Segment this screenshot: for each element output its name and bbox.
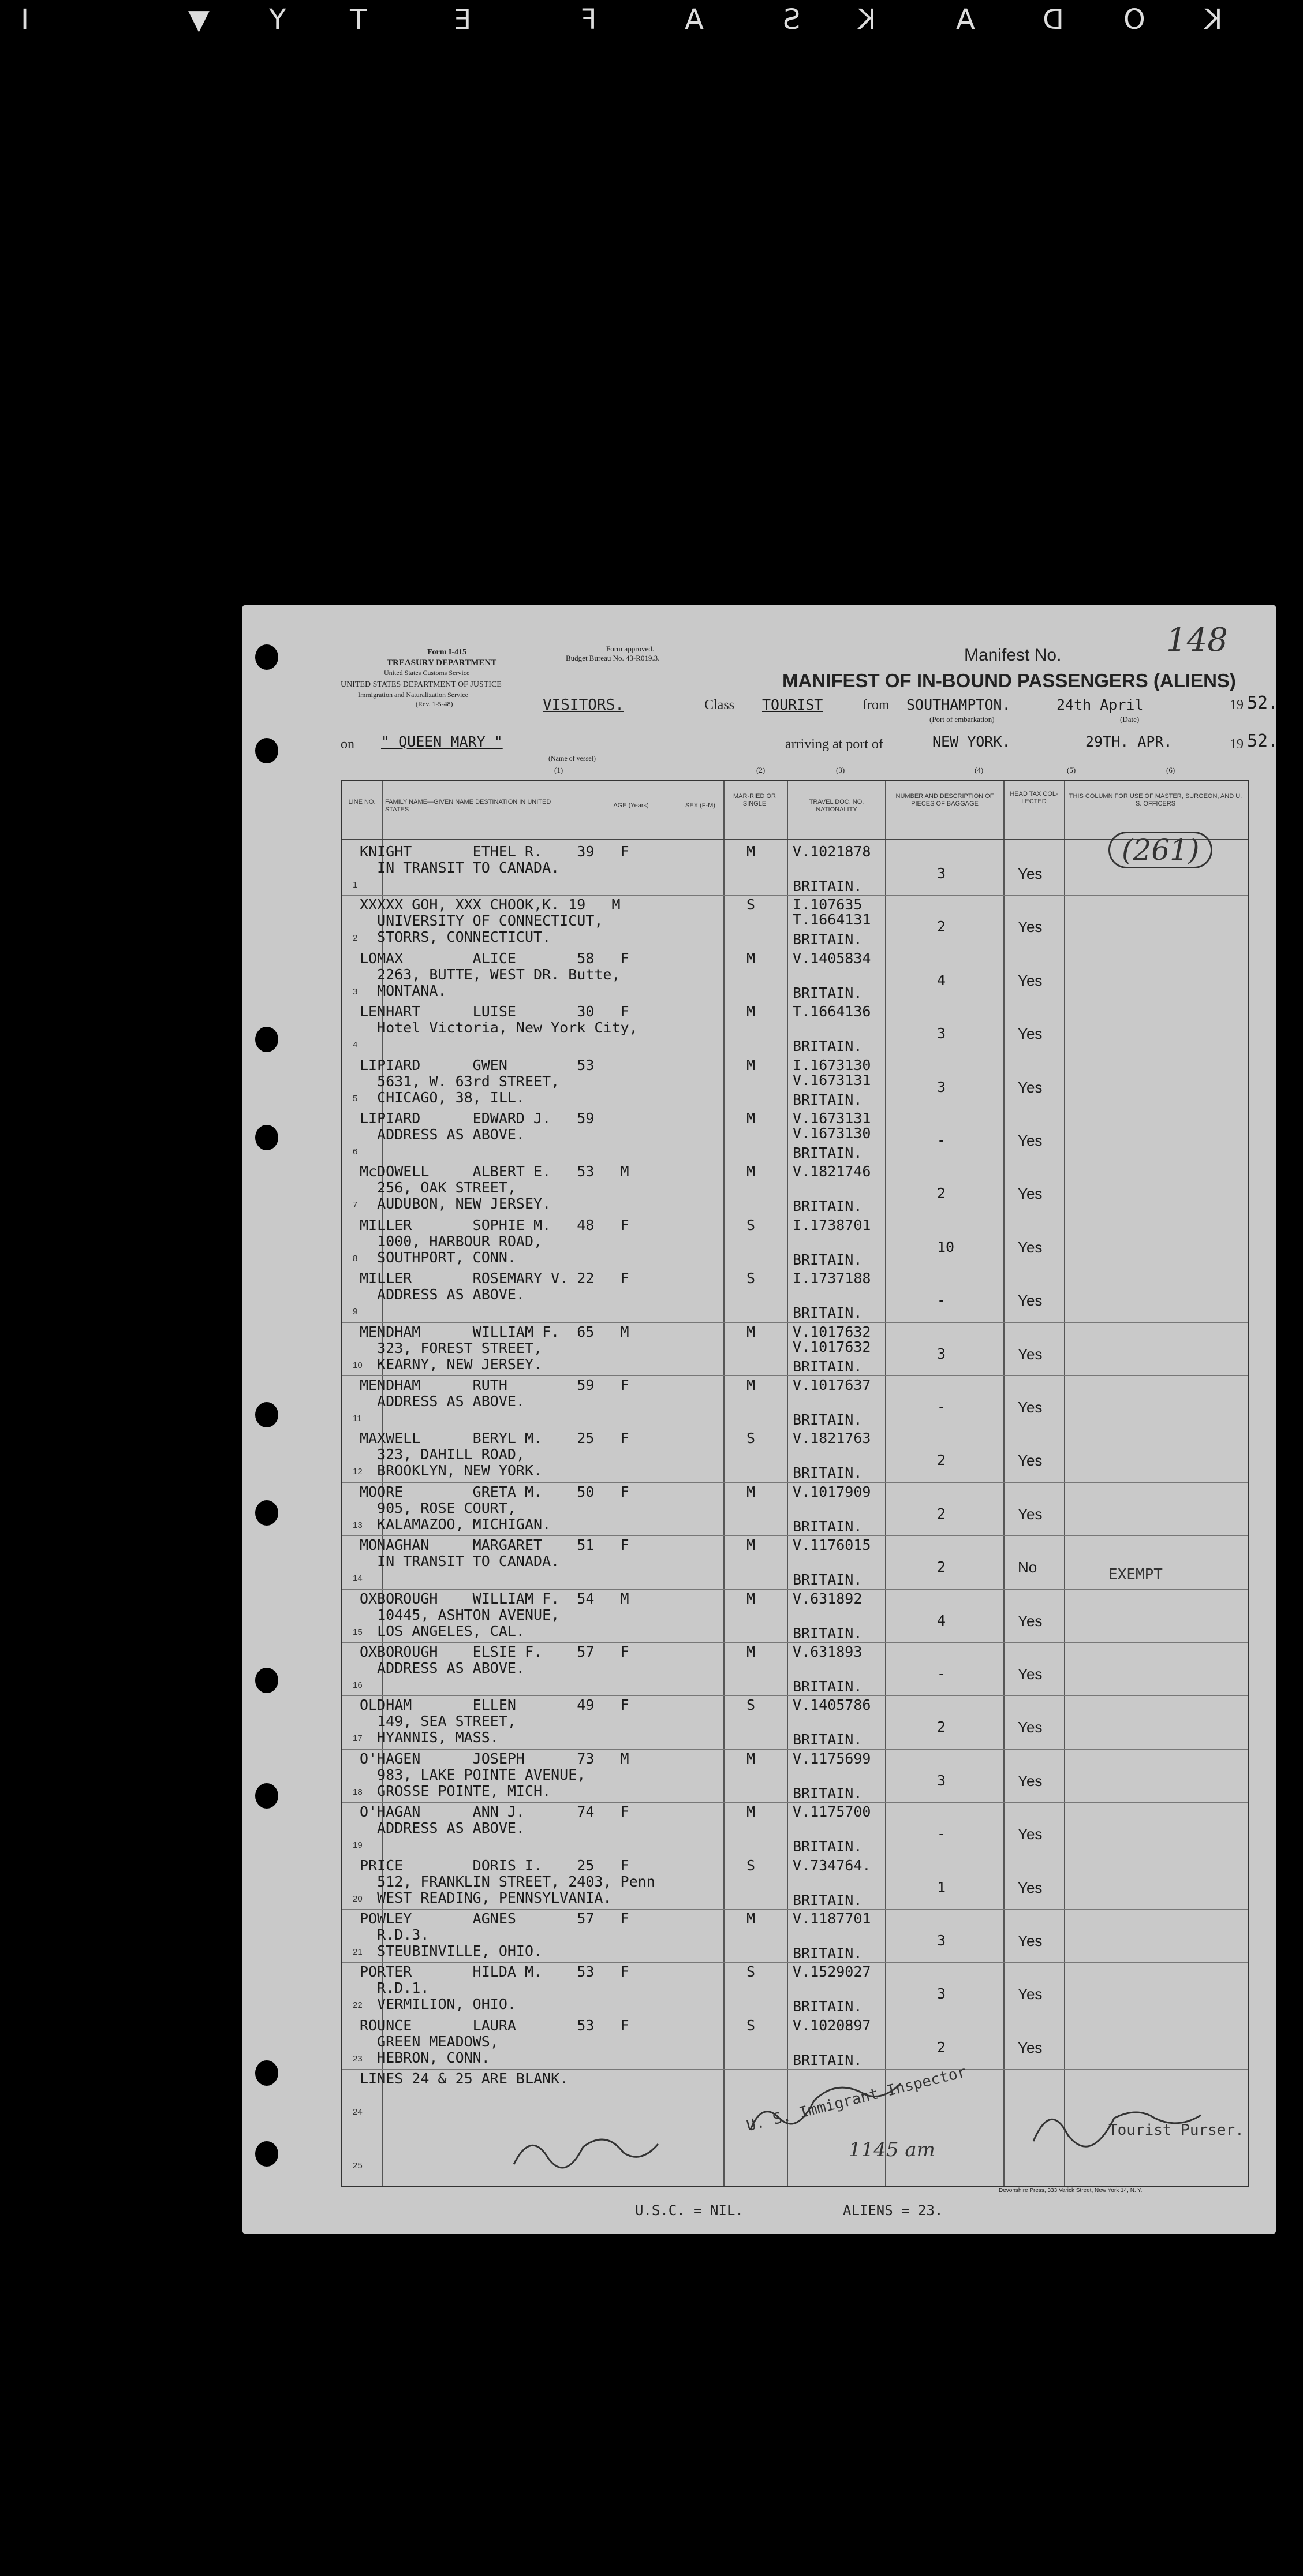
vessel-name: " QUEEN MARY " — [381, 733, 503, 750]
head-tax: Yes — [1018, 1452, 1043, 1470]
nationality: BRITAIN. — [793, 1251, 863, 1268]
passenger-name: XXXXX GOH, XXX CHOOK,K. 19 M — [360, 896, 621, 914]
passenger-address-2: HEBRON, CONN. — [360, 2049, 490, 2066]
col-name: FAMILY NAME—GIVEN NAME DESTINATION IN UNITED STATES — [385, 799, 551, 813]
class-label: Class — [704, 698, 735, 713]
travel-doc: I.1738701 — [793, 1216, 871, 1233]
col-officers: THIS COLUMN FOR USE OF MASTER, SURGEON, AND U. S. OFFICERS — [1069, 793, 1242, 807]
marital-status: M — [746, 1163, 756, 1180]
head-tax: Yes — [1018, 1878, 1043, 1896]
baggage-count: 3 — [937, 1345, 946, 1362]
travel-doc: V.1176015 — [793, 1537, 871, 1554]
from-year-prefix: 19 — [1230, 698, 1244, 713]
film-edge-letter: O — [1120, 3, 1145, 36]
line-number: 22 — [353, 2000, 363, 2011]
from-year: 52. — [1247, 693, 1279, 713]
col-num-5: (5) — [1067, 766, 1076, 774]
nationality: BRITAIN. — [793, 1198, 863, 1215]
baggage-count: - — [937, 1825, 946, 1843]
baggage-count: 1 — [937, 1878, 946, 1896]
passenger-address-2: VERMILION, OHIO. — [360, 1996, 516, 2013]
passenger-name: OLDHAM ELLEN 49 F — [360, 1697, 629, 1714]
nationality: BRITAIN. — [793, 1411, 863, 1428]
passenger-address-2: MONTANA. — [360, 982, 447, 999]
film-edge-letter: A — [953, 3, 975, 36]
passenger-address-1: 983, LAKE POINTE AVENUE, — [360, 1766, 586, 1783]
travel-doc: I.107635 — [793, 896, 863, 914]
passenger-address-1: 149, SEA STREET, — [360, 1713, 516, 1730]
handwritten-signatures — [242, 605, 1279, 2234]
head-tax: Yes — [1018, 1772, 1043, 1790]
treasury-dept: TREASURY DEPARTMENT — [387, 658, 497, 668]
head-tax: Yes — [1018, 971, 1043, 989]
line-number: 20 — [353, 1893, 363, 1904]
aliens-count: ALIENS = 23. — [843, 2202, 943, 2219]
baggage-count: 2 — [937, 1452, 946, 1469]
nationality: BRITAIN. — [793, 1731, 863, 1749]
passenger-name: MENDHAM RUTH 59 F — [360, 1377, 629, 1393]
nationality: BRITAIN. — [793, 1571, 863, 1589]
head-tax: Yes — [1018, 1238, 1043, 1256]
col-baggage: NUMBER AND DESCRIPTION OF PIECES OF BAGGAGE — [895, 793, 994, 807]
passenger-name: LIPIARD GWEN 53 — [360, 1056, 595, 1073]
baggage-count: - — [937, 1292, 946, 1309]
passenger-address-2: BROOKLYN, NEW YORK. — [360, 1462, 543, 1479]
nationality: BRITAIN. — [793, 1038, 863, 1055]
travel-doc: V.734764. — [793, 1856, 871, 1874]
line-number: 17 — [353, 1734, 363, 1744]
passenger-address-1: 2263, BUTTE, WEST DR. Butte, — [360, 965, 621, 983]
form-rev: (Rev. 1-5-48) — [416, 700, 453, 708]
passenger-name: MILLER SOPHIE M. 48 F — [360, 1216, 629, 1233]
passenger-address-1: ADDRESS AS ABOVE. — [360, 1126, 525, 1143]
travel-doc: V.1175700 — [793, 1803, 871, 1821]
baggage-count: 2 — [937, 1559, 946, 1576]
passenger-count-annotation: (261) — [1108, 832, 1212, 868]
passenger-address-1: 1000, HARBOUR ROAD, — [360, 1232, 543, 1250]
baggage-count: 3 — [937, 1772, 946, 1789]
passenger-name: O'HAGEN JOSEPH 73 M — [360, 1750, 629, 1767]
class-value: TOURIST — [762, 696, 823, 713]
passenger-address-2: KALAMAZOO, MICHIGAN. — [360, 1515, 551, 1533]
line-number: 2 — [353, 933, 358, 944]
passenger-address-1: 10445, ASHTON AVENUE, — [360, 1606, 560, 1623]
marital-status: S — [746, 1963, 756, 1981]
manifest-page — [242, 605, 1279, 2234]
head-tax: Yes — [1018, 1932, 1043, 1949]
passenger-name: MILLER ROSEMARY V. 22 F — [360, 1270, 629, 1287]
exempt-stamp: EXEMPT — [1108, 1566, 1163, 1583]
nationality: BRITAIN. — [793, 1358, 863, 1375]
nationality: BRITAIN. — [793, 878, 863, 894]
marital-status: M — [746, 1056, 756, 1073]
film-edge-letter: E — [450, 3, 472, 36]
travel-doc: V.1017637 — [793, 1377, 871, 1393]
col-num-4: (4) — [975, 766, 984, 774]
baggage-count: 2 — [937, 1185, 946, 1202]
travel-doc-2: V.1673131 — [793, 1071, 871, 1088]
baggage-count: - — [937, 1665, 946, 1682]
line-number: 14 — [353, 1574, 363, 1584]
arrival-port: NEW YORK. — [932, 733, 1011, 750]
date-caption: (Date) — [1120, 715, 1140, 724]
passenger-address-1: 5631, W. 63rd STREET, — [360, 1072, 560, 1090]
head-tax: Yes — [1018, 1025, 1043, 1043]
marital-status: S — [746, 1216, 756, 1233]
arrival-date: 29TH. APR. — [1085, 733, 1173, 750]
travel-doc: V.1017632 — [793, 1323, 871, 1340]
marital-status: M — [746, 1803, 756, 1821]
film-edge-letter: K — [1201, 3, 1223, 36]
head-tax: Yes — [1018, 1718, 1043, 1736]
travel-doc: V.1017909 — [793, 1483, 871, 1500]
baggage-count: - — [937, 1399, 946, 1415]
baggage-count: 2 — [937, 2038, 946, 2056]
head-tax: Yes — [1018, 1078, 1043, 1096]
passenger-name: MAXWELL BERYL M. 25 F — [360, 1430, 629, 1447]
on-label: on — [341, 737, 354, 752]
film-edge-letter: I — [17, 3, 29, 36]
baggage-count: 3 — [937, 1985, 946, 2003]
marital-status: S — [746, 1697, 756, 1714]
col-num-1: (1) — [554, 766, 563, 774]
film-edge-letter: ▼ — [185, 3, 210, 36]
baggage-count: 2 — [937, 1505, 946, 1522]
from-label: from — [863, 698, 890, 713]
passenger-name: OXBOROUGH ELSIE F. 57 F — [360, 1643, 629, 1660]
line-number: 5 — [353, 1093, 358, 1104]
passenger-address-1: IN TRANSIT TO CANADA. — [360, 859, 560, 876]
nationality: BRITAIN. — [793, 1945, 863, 1962]
passenger-address-1: ADDRESS AS ABOVE. — [360, 1820, 525, 1837]
travel-doc-2: V.1673130 — [793, 1125, 871, 1142]
nationality: BRITAIN. — [793, 984, 863, 1001]
justice-dept: UNITED STATES DEPARTMENT OF JUSTICE — [341, 680, 502, 689]
passenger-address-2: STORRS, CONNECTICUT. — [360, 929, 551, 946]
nationality: BRITAIN. — [793, 1624, 863, 1642]
col-line-no: LINE NO. — [348, 799, 376, 806]
marital-status: M — [746, 1110, 756, 1127]
head-tax: Yes — [1018, 1345, 1043, 1363]
marital-status: S — [746, 1430, 756, 1447]
line-number: 16 — [353, 1680, 363, 1690]
passenger-name: LENHART LUISE 30 F — [360, 1003, 629, 1020]
printer-imprint: Devonshire Press, 333 Varick Street, New York 14, N. Y. — [999, 2187, 1143, 2194]
passenger-address-1: GREEN MEADOWS, — [360, 2033, 499, 2050]
passenger-address-1: ADDRESS AS ABOVE. — [360, 1660, 525, 1676]
line-number: 24 — [353, 2107, 363, 2118]
passenger-address-2: SOUTHPORT, CONN. — [360, 1248, 516, 1266]
arrival-year-prefix: 19 — [1230, 737, 1244, 752]
passenger-address-2: STEUBINVILLE, OHIO. — [360, 1943, 543, 1959]
baggage-count: 3 — [937, 1025, 946, 1042]
usc-count: U.S.C. = NIL. — [635, 2202, 744, 2219]
head-tax: No — [1018, 1559, 1037, 1576]
passenger-address-2: CHICAGO, 38, ILL. — [360, 1088, 525, 1106]
baggage-count: 2 — [937, 1718, 946, 1736]
marital-status: M — [746, 1003, 756, 1020]
passenger-name: O'HAGAN ANN J. 74 F — [360, 1803, 629, 1821]
marital-status: M — [746, 1590, 756, 1607]
col-travel-doc: TRAVEL DOC. NO. NATIONALITY — [809, 799, 864, 813]
marital-status: M — [746, 1910, 756, 1927]
baggage-count: 3 — [937, 1932, 946, 1949]
head-tax: Yes — [1018, 1292, 1043, 1310]
marital-status: M — [746, 1537, 756, 1554]
nationality: BRITAIN. — [793, 1891, 863, 1908]
head-tax: Yes — [1018, 1185, 1043, 1203]
visitors-label: VISITORS. — [543, 696, 624, 714]
line-number: 13 — [353, 1520, 363, 1530]
line-number: 12 — [353, 1467, 363, 1477]
passenger-address-1: 256, OAK STREET, — [360, 1179, 516, 1196]
col-married: MAR-RIED OR SINGLE — [733, 793, 776, 807]
travel-doc: V.631892 — [793, 1590, 863, 1607]
passenger-address-2: LOS ANGELES, CAL. — [360, 1622, 525, 1639]
col-num-3: (3) — [836, 766, 845, 774]
passenger-name: KNIGHT ETHEL R. 39 F — [360, 843, 629, 860]
nationality: BRITAIN. — [793, 1464, 863, 1482]
budget-bureau: Budget Bureau No. 43-R019.3. — [566, 654, 660, 662]
line-number: 18 — [353, 1787, 363, 1797]
passenger-name: LIPIARD EDWARD J. 59 — [360, 1110, 595, 1127]
line-number: 15 — [353, 1627, 363, 1637]
line-number: 10 — [353, 1360, 363, 1370]
head-tax: Yes — [1018, 1612, 1043, 1630]
inspection-time: 1145 am — [849, 2138, 935, 2161]
film-edge-markings — [0, 0, 1303, 40]
line-number: 9 — [353, 1307, 358, 1317]
baggage-count: 4 — [937, 1612, 946, 1629]
line-number: 7 — [353, 1200, 358, 1210]
passenger-name: PRICE DORIS I. 25 F — [360, 1856, 629, 1874]
passenger-address-1: R.D.3. — [360, 1926, 430, 1943]
marital-status: S — [746, 1856, 756, 1874]
film-edge-letter: A — [681, 3, 704, 36]
col-sex: SEX (F-M) — [685, 802, 715, 809]
col-age: AGE (Years) — [613, 802, 649, 809]
head-tax: Yes — [1018, 1132, 1043, 1149]
nationality: BRITAIN. — [793, 1784, 863, 1802]
nationality: BRITAIN. — [793, 1518, 863, 1535]
travel-doc: V.1187701 — [793, 1910, 871, 1927]
passenger-name: POWLEY AGNES 57 F — [360, 1910, 629, 1927]
passenger-name: MONAGHAN MARGARET 51 F — [360, 1537, 629, 1554]
marital-status: M — [746, 1377, 756, 1393]
film-edge-letter: K — [854, 3, 876, 36]
line-number: 11 — [353, 1414, 362, 1423]
embarkation-date: 24th April — [1056, 696, 1144, 713]
travel-doc: V.1405786 — [793, 1697, 871, 1714]
travel-doc: V.1821746 — [793, 1163, 871, 1180]
baggage-count: - — [937, 1132, 946, 1149]
head-tax: Yes — [1018, 918, 1043, 936]
passenger-address-1: 905, ROSE COURT, — [360, 1499, 516, 1516]
nationality: BRITAIN. — [793, 1304, 863, 1322]
nationality: BRITAIN. — [793, 2051, 863, 2068]
travel-doc-2: T.1664131 — [793, 911, 871, 929]
head-tax: Yes — [1018, 1399, 1043, 1416]
passenger-name: MOORE GRETA M. 50 F — [360, 1483, 629, 1500]
passenger-name: PORTER HILDA M. 53 F — [360, 1963, 629, 1981]
travel-doc: V.1821763 — [793, 1430, 871, 1447]
travel-doc: V.1021878 — [793, 843, 871, 860]
passenger-address-1: IN TRANSIT TO CANADA. — [360, 1553, 560, 1570]
port-embarkation-caption: (Port of embarkation) — [929, 715, 995, 724]
baggage-count: 3 — [937, 865, 946, 882]
line-number: 6 — [353, 1147, 358, 1157]
ins-service: Immigration and Naturalization Service — [358, 691, 468, 699]
manifest-title: MANIFEST OF IN-BOUND PASSENGERS (ALIENS) — [782, 670, 1236, 691]
passenger-address-1: UNIVERSITY OF CONNECTICUT, — [360, 912, 603, 930]
passenger-address-1: ADDRESS AS ABOVE. — [360, 1393, 525, 1410]
line-number: 3 — [353, 986, 358, 997]
head-tax: Yes — [1018, 1665, 1043, 1683]
manifest-number: 148 — [1166, 621, 1228, 659]
marital-status: S — [746, 896, 756, 914]
form-approved: Form approved. — [606, 644, 655, 653]
passenger-address-1: 512, FRANKLIN STREET, 2403, Penn — [360, 1873, 655, 1890]
travel-doc: I.1737188 — [793, 1270, 871, 1287]
film-edge-letter: T — [346, 3, 367, 36]
passenger-address-1: 323, DAHILL ROAD, — [360, 1446, 525, 1463]
line-number: 19 — [353, 1840, 363, 1851]
passenger-address-2: HYANNIS, MASS. — [360, 1729, 499, 1746]
head-tax: Yes — [1018, 1985, 1043, 2003]
line-number: 25 — [353, 2160, 363, 2171]
customs-service: United States Customs Service — [384, 669, 470, 677]
passenger-address-1: R.D.1. — [360, 1979, 430, 1997]
travel-doc-2: V.1017632 — [793, 1338, 871, 1355]
passenger-name: LINES 24 & 25 ARE BLANK. — [360, 2070, 569, 2087]
line-number: 21 — [353, 1947, 363, 1957]
travel-doc: V.631893 — [793, 1643, 863, 1660]
port-of-embarkation: SOUTHAMPTON. — [906, 696, 1011, 713]
passenger-address-2: AUDUBON, NEW JERSEY. — [360, 1195, 551, 1213]
head-tax: Yes — [1018, 2038, 1043, 2056]
baggage-count: 2 — [937, 918, 946, 935]
travel-doc: I.1673130 — [793, 1056, 871, 1073]
travel-doc: V.1673131 — [793, 1110, 871, 1127]
film-edge-letter: F — [577, 3, 597, 36]
line-number: 23 — [353, 2053, 363, 2064]
col-num-2: (2) — [756, 766, 766, 774]
passenger-address-1: 323, FOREST STREET, — [360, 1339, 543, 1356]
passenger-name: ROUNCE LAURA 53 F — [360, 2016, 629, 2034]
arrival-year: 52. — [1247, 731, 1279, 751]
nationality: BRITAIN. — [793, 1998, 863, 2015]
passenger-name: MENDHAM WILLIAM F. 65 M — [360, 1323, 629, 1340]
form-number: Form I-415 — [427, 648, 467, 657]
vessel-caption: (Name of vessel) — [548, 754, 596, 762]
film-edge-letter: Y — [266, 3, 286, 36]
marital-status: S — [746, 1270, 756, 1287]
marital-status: M — [746, 949, 756, 967]
passenger-address-1: Hotel Victoria, New York City, — [360, 1019, 638, 1037]
manifest-no-label: Manifest No. — [964, 646, 1062, 665]
nationality: BRITAIN. — [793, 1678, 863, 1695]
film-edge-letter: D — [1039, 3, 1064, 36]
arriving-label: arriving at port of — [785, 737, 883, 752]
marital-status: M — [746, 843, 756, 860]
travel-doc: V.1529027 — [793, 1963, 871, 1981]
col-head-tax: HEAD TAX COL-LECTED — [1010, 791, 1058, 805]
passenger-address-2: WEST READING, PENNSYLVANIA. — [360, 1889, 612, 1906]
passenger-name: OXBOROUGH WILLIAM F. 54 M — [360, 1590, 629, 1607]
film-edge-letter: S — [779, 3, 801, 36]
travel-doc: T.1664136 — [793, 1003, 871, 1020]
purser-label: Tourist Purser. — [1108, 2122, 1244, 2139]
line-number: 8 — [353, 1253, 358, 1263]
marital-status: S — [746, 2016, 756, 2034]
baggage-count: 3 — [937, 1078, 946, 1095]
marital-status: M — [746, 1750, 756, 1767]
passenger-name: McDOWELL ALBERT E. 53 M — [360, 1163, 629, 1180]
nationality: BRITAIN. — [793, 931, 863, 948]
passenger-address-2: KEARNY, NEW JERSEY. — [360, 1355, 543, 1373]
travel-doc: V.1175699 — [793, 1750, 871, 1767]
col-num-6: (6) — [1166, 766, 1175, 774]
travel-doc: V.1405834 — [793, 949, 871, 967]
nationality: BRITAIN. — [793, 1838, 863, 1855]
nationality: BRITAIN. — [793, 1145, 863, 1161]
passenger-address-1: ADDRESS AS ABOVE. — [360, 1286, 525, 1303]
head-tax: Yes — [1018, 1825, 1043, 1843]
baggage-count: 10 — [937, 1238, 955, 1255]
line-number: 4 — [353, 1040, 358, 1050]
marital-status: M — [746, 1483, 756, 1500]
nationality: BRITAIN. — [793, 1091, 863, 1108]
baggage-count: 4 — [937, 971, 946, 989]
line-number: 1 — [353, 880, 358, 890]
marital-status: M — [746, 1323, 756, 1340]
inspector-stamp: U. S. Immigrant Inspector — [745, 2063, 968, 2135]
head-tax: Yes — [1018, 865, 1043, 882]
passenger-name: LOMAX ALICE 58 F — [360, 949, 629, 967]
head-tax: Yes — [1018, 1505, 1043, 1523]
marital-status: M — [746, 1643, 756, 1660]
travel-doc: V.1020897 — [793, 2016, 871, 2034]
passenger-address-2: GROSSE POINTE, MICH. — [360, 1782, 551, 1799]
